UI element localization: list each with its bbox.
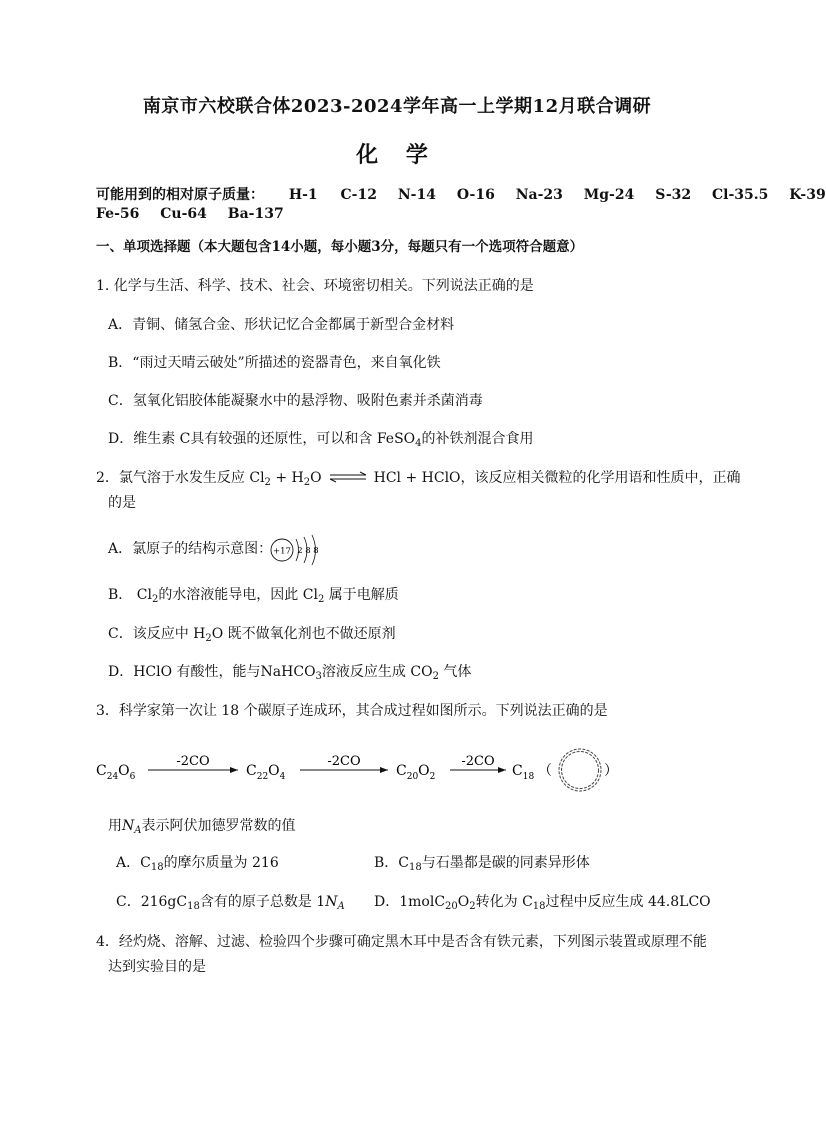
mass-na: Na-23 bbox=[515, 187, 563, 203]
q3-c-n: N bbox=[325, 894, 338, 910]
q2-stem-d: HCl + HClO，该反应相关微粒的化学用语和性质中，正确 bbox=[373, 470, 741, 486]
q2-stem-b: + H bbox=[270, 470, 304, 486]
arrow-label-1: -2CO bbox=[176, 754, 210, 769]
species-c24o6: $C_{24}O_6$ bbox=[96, 763, 136, 782]
q3-note-a: 用 bbox=[108, 818, 122, 834]
q2-d-c: 气体 bbox=[438, 664, 472, 680]
q4-stem-line2: 达到实验目的是 bbox=[108, 959, 206, 975]
mass-ba: Ba-137 bbox=[227, 206, 284, 222]
arrow-head-2-icon bbox=[380, 767, 388, 773]
q2-b-b: 的水溶液能导电，因此 Cl bbox=[158, 587, 318, 603]
q3-option-c bbox=[116, 893, 345, 916]
mass-mg: Mg-24 bbox=[583, 187, 635, 203]
q1-option-d bbox=[108, 430, 534, 453]
q3-d-d: 过程中反应生成 44.8LCO bbox=[545, 894, 711, 910]
q3-b-b: 与石墨都是碳的同素异形体 bbox=[421, 855, 590, 871]
paren-close: ） bbox=[604, 763, 618, 779]
q3-na-note bbox=[108, 817, 295, 840]
q3-b-sub: 18 bbox=[409, 862, 422, 873]
arrow-label-3: -2CO bbox=[461, 754, 495, 769]
q3-d-sub1: 20 bbox=[445, 901, 458, 912]
mass-s: S-32 bbox=[655, 187, 692, 203]
atomic-mass-label: 可能用到的相对原子质量： bbox=[96, 187, 264, 203]
chlorine-atom-structure-diagram bbox=[268, 532, 328, 568]
q2-c-sub: 2 bbox=[205, 633, 212, 644]
q2-d-sub1: 3 bbox=[315, 671, 322, 682]
q1-d-text-end: 的补铁剂混合食用 bbox=[421, 431, 534, 447]
q2-option-c bbox=[108, 625, 396, 648]
q2-b-a: B． Cl bbox=[108, 587, 152, 603]
q4-stem-line1: 4．经灼烧、溶解、过滤、检验四个步骤可确定黑木耳中是否含有铁元素，下列图示装置或原理不能 bbox=[96, 934, 707, 950]
shell-electrons-2: 8 bbox=[305, 546, 311, 556]
nucleus-charge: +17 bbox=[273, 546, 291, 557]
q2-stem-a: 2．氯气溶于水发生反应 Cl bbox=[96, 470, 265, 486]
q3-option-b bbox=[374, 854, 590, 877]
q2-d-sub2: 2 bbox=[432, 671, 439, 682]
q3-a-a: A．C bbox=[116, 855, 151, 871]
section-heading: 一、单项选择题（本大题包含14小题，每小题3分，每题只有一个选项符合题意） bbox=[96, 239, 584, 255]
q3-c-b: 含有的原子总数是 1 bbox=[199, 894, 326, 910]
q2-option-a: A．氯原子的结构示意图： bbox=[108, 541, 273, 557]
shell-electrons-1: 2 bbox=[297, 546, 303, 556]
mass-c: C-12 bbox=[340, 187, 377, 203]
species-c18: $C_{18}$ bbox=[512, 763, 535, 782]
q2-c-b: O 既不做氧化剂也不做还原剂 bbox=[211, 626, 396, 642]
q3-d-c: 转化为 C bbox=[475, 894, 533, 910]
mass-cu: Cu-64 bbox=[160, 206, 207, 222]
q3-d-sub2: 2 bbox=[469, 901, 476, 912]
arrow-head-3-icon bbox=[498, 767, 506, 773]
q2-b-c: 属于电解质 bbox=[324, 587, 399, 603]
q3-d-sub3: 18 bbox=[532, 901, 546, 912]
q2-c-a: C．该反应中 H bbox=[108, 626, 206, 642]
arrow-head-1-icon bbox=[230, 767, 238, 773]
q2-stem-line2: 的是 bbox=[108, 495, 136, 511]
q2-d-a: D．HClO 有酸性，能与NaHCO bbox=[108, 664, 316, 680]
q2-option-b bbox=[108, 586, 399, 609]
exam-title: 南京市六校联合体2023-2024学年高一上学期12月联合调研 bbox=[142, 96, 652, 117]
q2-stem bbox=[96, 469, 741, 492]
q3-stem: 3．科学家第一次让 18 个碳原子连成环，其合成过程如图所示。下列说法正确的是 bbox=[96, 703, 608, 719]
q3-a-sub: 18 bbox=[150, 862, 164, 873]
q1-d-sub: 4 bbox=[415, 438, 422, 449]
atomic-mass-row-2 bbox=[96, 205, 284, 223]
q1-option-c: C．氢氧化铝胶体能凝聚水中的悬浮物、吸附色素并杀菌消毒 bbox=[108, 393, 483, 409]
shell-electrons-3: 8 bbox=[313, 546, 319, 556]
q3-note-sub: A bbox=[134, 825, 142, 836]
q3-c-sub2: A bbox=[337, 901, 345, 912]
q2-b-sub2: 2 bbox=[317, 594, 325, 605]
q3-option-a bbox=[116, 854, 279, 877]
q3-d-b: O bbox=[457, 894, 470, 910]
arrow-label-2: -2CO bbox=[327, 754, 361, 769]
q1-option-b: B．“雨过天晴云破处”所描述的瓷器青色，来自氧化铁 bbox=[108, 355, 441, 371]
species-c22o4: $C_{22}O_4$ bbox=[246, 763, 286, 782]
q2-stem-c: O bbox=[310, 470, 322, 486]
mass-n: N-14 bbox=[397, 187, 436, 203]
mass-o: O-16 bbox=[456, 187, 495, 203]
q1-option-a: A．青铜、储氢合金、形状记忆合金都属于新型合金材料 bbox=[108, 317, 455, 333]
mass-cl: Cl-35.5 bbox=[712, 187, 769, 203]
c18-ring-icon bbox=[559, 749, 601, 791]
mass-h: H-1 bbox=[288, 187, 318, 203]
equilibrium-arrow-icon bbox=[322, 469, 374, 487]
q2-stem-sub2: 2 bbox=[303, 477, 311, 488]
q3-note-b: 表示阿伏加德罗常数的值 bbox=[141, 818, 296, 834]
q2-d-b: 溶液反应生成 CO bbox=[321, 664, 433, 680]
atomic-mass-row-1 bbox=[96, 186, 826, 204]
q3-d-a: D．1molC bbox=[374, 894, 446, 910]
q3-c-a: C．216gC bbox=[116, 894, 188, 910]
q3-c-sub: 18 bbox=[187, 901, 200, 912]
subject-title: 化 学 bbox=[356, 142, 438, 168]
mass-k: K-39 bbox=[789, 187, 826, 203]
q3-a-b: 的摩尔质量为 216 bbox=[163, 855, 279, 871]
q3-note-n: N bbox=[122, 818, 135, 834]
q2-stem-sub1: 2 bbox=[264, 477, 271, 488]
q3-b-a: B．C bbox=[374, 855, 409, 871]
mass-fe: Fe-56 bbox=[96, 206, 140, 222]
q3-option-d bbox=[374, 893, 711, 916]
q1-d-text: D．维生素 C具有较强的还原性，可以和含 FeSO bbox=[108, 431, 416, 447]
q2-option-d bbox=[108, 663, 471, 686]
paren-open: （ bbox=[538, 763, 552, 779]
species-c20o2: $C_{20}O_2$ bbox=[396, 763, 436, 782]
q2-b-sub1: 2 bbox=[151, 594, 159, 605]
c18-synthesis-scheme bbox=[90, 748, 630, 800]
q1-stem: 1. 化学与生活、科学、技术、社会、环境密切相关。下列说法正确的是 bbox=[96, 278, 534, 294]
